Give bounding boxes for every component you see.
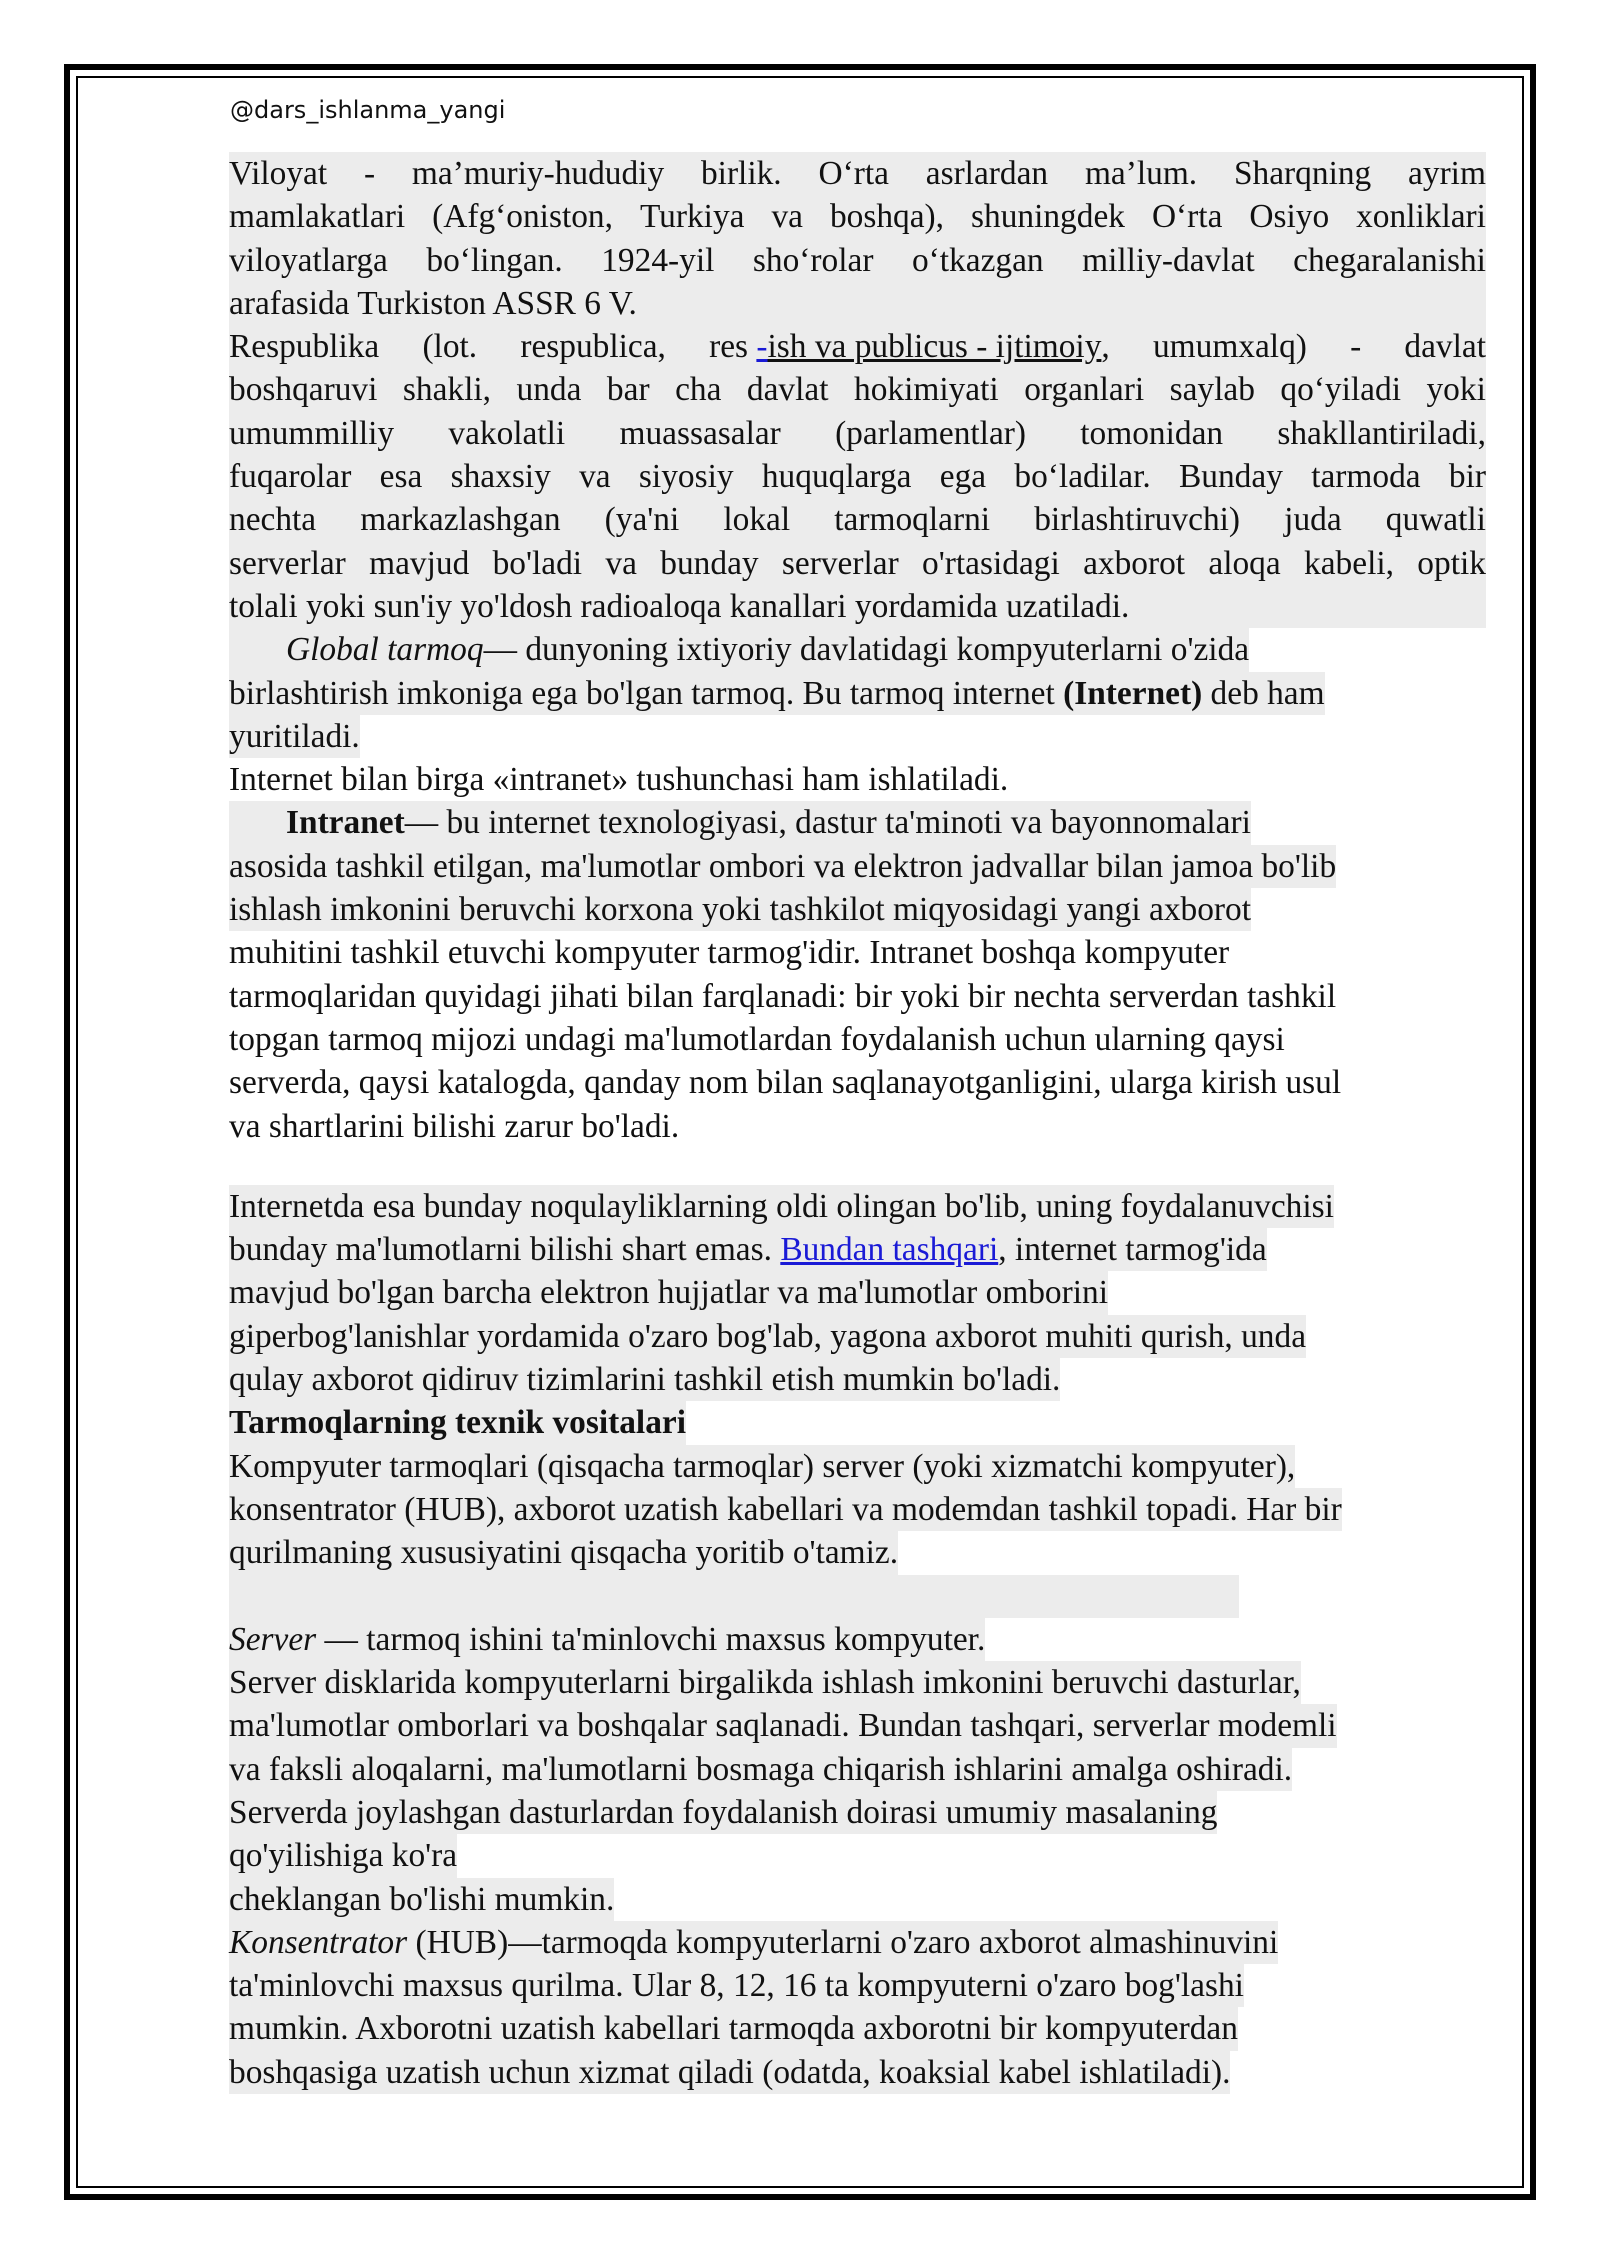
word: saylab	[1169, 371, 1255, 409]
p5-line1-text: — bu internet texnologiyasi, dastur ta'minoti va bayonnomalari	[404, 804, 1251, 842]
p2-line1-word: -	[1350, 328, 1362, 366]
p8-line1	[229, 1618, 1486, 1661]
p10-line1	[229, 1921, 1486, 1964]
word: hokimiyati	[854, 371, 999, 409]
p2-line1	[229, 325, 1486, 368]
p5-line8	[229, 1105, 1486, 1148]
word: optik	[1417, 544, 1486, 582]
p9-line4-text: Serverda joylashgan dasturlardan foydalanish doirasi umumiy masalaning	[229, 1791, 1217, 1834]
etymology-underlined: ish va publicus - ijtimoiy	[767, 328, 1102, 366]
p3-line1	[229, 628, 1486, 671]
section-heading	[229, 1401, 1486, 1444]
word: shakli,	[402, 371, 491, 409]
p5-line2	[229, 845, 1486, 888]
word: umummilliy	[229, 414, 395, 452]
p9-line1	[229, 1661, 1486, 1704]
word: va	[605, 544, 637, 582]
word: shaxsiy	[450, 458, 551, 496]
word: bo'ladi	[492, 544, 583, 582]
word: lokal	[723, 501, 791, 539]
word: vakolatli	[448, 414, 566, 452]
word: huquqlarga	[761, 458, 912, 496]
word: o‘tkazgan	[911, 241, 1044, 279]
p2-line1-word: Respublika	[229, 328, 380, 366]
word: tarmoqlarni	[834, 501, 991, 539]
p10-line4	[229, 2051, 1486, 2094]
word: asrlardan	[925, 155, 1049, 192]
p7-line3-text: qurilmaning xususiyatini qisqacha yoritib o'tamiz.	[229, 1531, 898, 1574]
p6-line1	[229, 1185, 1486, 1228]
word: (Afg‘oniston,	[432, 198, 613, 236]
p6-line2	[229, 1228, 1486, 1271]
word: ma’lum.	[1084, 155, 1198, 192]
p9-line5	[229, 1834, 1486, 1877]
word: Sharqning	[1233, 155, 1372, 192]
word: xonliklari	[1356, 198, 1486, 236]
p3-line3	[229, 715, 1486, 758]
p2-line1-word: (lot.	[422, 328, 478, 366]
term-konsentrator: Konsentrator	[229, 1923, 408, 1961]
p10-line1-text: (HUB)—tarmoqda kompyuterlarni o'zaro axborot almashinuvini	[407, 1923, 1279, 1961]
p2-line3	[229, 412, 1486, 455]
word: (parlamentlar)	[835, 414, 1027, 452]
p2-line1-link-group: res -ish va publicus - ijtimoiy,	[709, 325, 1110, 368]
word: tomonidan	[1080, 414, 1224, 452]
p5-line2-text: asosida tashkil etilgan, ma'lumotlar ombori va elektron jadvallar bilan jamoa bo'lib	[229, 845, 1336, 888]
spacer	[229, 1148, 1486, 1185]
p3-line2-end: deb ham	[1202, 674, 1325, 712]
p1-line1	[229, 152, 1486, 195]
p5-line1	[229, 801, 1486, 844]
word: ega	[939, 458, 987, 496]
word: -	[363, 155, 376, 192]
word: serverlar	[781, 544, 899, 582]
word: O‘rta	[818, 155, 889, 192]
word: ma’muriy-hududiy	[411, 155, 665, 192]
p3-line2-text: birlashtirish imkoniga ega bo'lgan tarmoq. Bu tarmoq internet	[229, 674, 1064, 712]
p7-line2	[229, 1488, 1486, 1531]
p6-line5-text: qulay axborot qidiruv tizimlarini tashkil etish mumkin bo'ladi.	[229, 1358, 1060, 1401]
word: ayrim	[1408, 155, 1486, 192]
p7-line2-text: konsentrator (HUB), axborot uzatish kabellari va modemdan tashkil topadi. Har bir	[229, 1488, 1342, 1531]
p2-line1-word: respublica,	[520, 328, 666, 366]
document-body	[229, 152, 1486, 2094]
word: Viloyat	[229, 155, 328, 192]
p9-line2-text: ma'lumotlar omborlari va boshqalar saqlanadi. Bundan tashqari, serverlar modemli	[229, 1704, 1337, 1747]
word: o'rtasidagi	[922, 544, 1060, 582]
word: (ya'ni	[604, 501, 680, 539]
word: boshqa),	[829, 198, 945, 236]
p8-text: — tarmoq ishini ta'minlovchi maxsus kompyuter.	[316, 1620, 986, 1658]
p9-line2	[229, 1704, 1486, 1747]
watermark-handle: @dars_ishlanma_yangi	[230, 96, 506, 124]
p2-line7: tolali yoki sun'iy yo'ldosh radioaloqa kanallari yordamida uzatiladi.	[229, 585, 1486, 628]
word: muassasalar	[619, 414, 781, 452]
p2-line4	[229, 455, 1486, 498]
word: kabeli,	[1304, 544, 1394, 582]
word: yoki	[1426, 371, 1486, 409]
p4-line1	[229, 758, 1486, 801]
word: nechta	[229, 501, 317, 539]
bundan-tashqari-link[interactable]: Bundan tashqari	[780, 1231, 999, 1269]
p2-line6	[229, 542, 1486, 585]
word: O‘rta	[1151, 198, 1223, 236]
word: axborot	[1083, 544, 1186, 582]
p7-line3	[229, 1531, 1486, 1574]
word: shakllantiriladi,	[1277, 414, 1486, 452]
p9-line3-text: va faksli aloqalarni, ma'lumotlarni bosmaga chiqarish ishlarini amalga oshiradi.	[229, 1748, 1292, 1791]
word: serverlar	[229, 544, 346, 582]
p2-line1-word: davlat	[1404, 328, 1486, 366]
word: birlashtiruvchi)	[1034, 501, 1241, 539]
word: davlat	[746, 371, 829, 409]
word: fuqarolar	[229, 458, 352, 496]
p5-line7	[229, 1061, 1486, 1104]
word: birlik.	[700, 155, 782, 192]
p5-line3-text: ishlash imkonini beruvchi korxona yoki tashkilot miqyosidagi yangi axborot	[229, 888, 1251, 931]
etymology-dash: -	[756, 328, 768, 366]
word: tarmoda	[1311, 458, 1421, 496]
p6-line4-text: giperbog'lanishlar yordamida o'zaro bog'lab, yagona axborot muhiti qurish, unda	[229, 1315, 1306, 1358]
word: Osiyo	[1249, 198, 1330, 236]
p3-line2	[229, 672, 1486, 715]
word: aloqa	[1208, 544, 1281, 582]
p10-line3	[229, 2007, 1486, 2050]
p5-line6-text: topgan tarmoq mijozi undagi ma'lumotlardan foydalanish uchun ularning qaysi	[229, 1020, 1285, 1058]
p6-line2-end: , internet tarmog'ida	[998, 1231, 1267, 1269]
word: va	[579, 458, 611, 496]
p1-line3	[229, 239, 1486, 282]
p3-line1-text: — dunyoning ixtiyoriy davlatidagi kompyuterlarni o'zida	[483, 631, 1250, 669]
p1-line4: arafasida Turkiston ASSR 6 V.	[229, 282, 1486, 325]
word: bir	[1448, 458, 1486, 496]
p2-line1-word: umumxalq)	[1152, 328, 1307, 366]
p7-line1-text: Kompyuter tarmoqlari (qisqacha tarmoqlar) server (yoki xizmatchi kompyuter),	[229, 1445, 1295, 1488]
p5-line6	[229, 1018, 1486, 1061]
word: bunday	[660, 544, 759, 582]
p9-line5-text: qo'yilishiga ko'ra	[229, 1834, 457, 1877]
p6-line1-text: Internetda esa bunday noqulayliklarning oldi olingan bo'lib, uning foydalanuvchisi	[229, 1185, 1334, 1228]
word: viloyatlarga	[229, 241, 388, 279]
p9-line1-text: Server disklarida kompyuterlarni birgalikda ishlash imkonini beruvchi dasturlar,	[229, 1661, 1301, 1704]
p5-line7-text: serverda, qaysi katalogda, qanday nom bilan saqlanayotganligini, ularga kirish usul	[229, 1064, 1342, 1102]
term-server: Server	[229, 1620, 317, 1658]
word: va	[771, 198, 803, 236]
word: siyosiy	[638, 458, 734, 496]
p2-line1-word: res	[709, 328, 749, 366]
word: qo‘yiladi	[1280, 371, 1401, 409]
word: bo‘lingan.	[426, 241, 563, 279]
word: Turkiya	[639, 198, 745, 236]
word: esa	[379, 458, 423, 496]
p4-text: Internet bilan birga «intranet» tushunchasi ham ishlatiladi.	[229, 761, 1009, 799]
p10-line2-text: ta'minlovchi maxsus qurilma. Ular 8, 12, 16 ta kompyuterni o'zaro bog'lashi	[229, 1964, 1244, 2007]
p6-line3-text: mavjud bo'lgan barcha elektron hujjatlar va ma'lumotlar omborini	[229, 1271, 1108, 1314]
word: unda	[516, 371, 582, 409]
word: sho‘rolar	[752, 241, 874, 279]
p1-line2	[229, 195, 1486, 238]
p9-line4	[229, 1791, 1486, 1834]
blank-line	[229, 1575, 1239, 1618]
word: mamlakatlari	[229, 198, 406, 236]
term-global-tarmoq: Global tarmoq	[286, 631, 484, 669]
section-heading-text: Tarmoqlarning texnik vositalari	[229, 1401, 686, 1444]
word: bo‘ladilar.	[1014, 458, 1151, 496]
word: organlari	[1024, 371, 1145, 409]
word: boshqaruvi	[229, 371, 378, 409]
p6-line5	[229, 1358, 1486, 1401]
word: juda	[1284, 501, 1342, 539]
word: shuningdek	[971, 198, 1125, 236]
term-intranet: Intranet	[286, 804, 405, 842]
p10-line3-text: mumkin. Axborotni uzatish kabellari tarmoqda axborotni bir kompyuterdan	[229, 2007, 1238, 2050]
word: milliy-davlat	[1082, 241, 1255, 279]
p5-line5	[229, 975, 1486, 1018]
word: quwatli	[1385, 501, 1486, 539]
p3-line3-text: yuritiladi.	[229, 715, 360, 758]
p5-line8-text: va shartlarini bilishi zarur bo'ladi.	[229, 1107, 680, 1145]
p6-line3	[229, 1271, 1486, 1314]
word: mavjud	[369, 544, 470, 582]
p2-line2	[229, 368, 1486, 411]
word: chegaralanishi	[1293, 241, 1486, 279]
word: bar	[606, 371, 650, 409]
p6-line4	[229, 1315, 1486, 1358]
p5-line4	[229, 931, 1486, 974]
word: Bunday	[1179, 458, 1283, 496]
word: markazlashgan	[360, 501, 561, 539]
p9-line6	[229, 1878, 1486, 1921]
term-internet: (Internet)	[1063, 674, 1203, 712]
word: cha	[675, 371, 722, 409]
p10-line2	[229, 1964, 1486, 2007]
p9-line3	[229, 1748, 1486, 1791]
p2-line5	[229, 498, 1486, 541]
p9-line6-text: cheklangan bo'lishi mumkin.	[229, 1878, 614, 1921]
p7-line1	[229, 1445, 1486, 1488]
p6-line2-text: bunday ma'lumotlarni bilishi shart emas.	[229, 1231, 781, 1269]
p5-line4-text: muhitini tashkil etuvchi kompyuter tarmog'idir. Intranet boshqa kompyuter	[229, 934, 1230, 972]
p10-line4-text: boshqasiga uzatish uchun xizmat qiladi (odatda, koaksial kabel ishlatiladi).	[229, 2051, 1230, 2094]
p5-line3	[229, 888, 1486, 931]
p5-line5-text: tarmoqlaridan quyidagi jihati bilan farqlanadi: bir yoki bir nechta serverdan tashkil	[229, 977, 1337, 1015]
word: 1924-yil	[601, 241, 715, 279]
